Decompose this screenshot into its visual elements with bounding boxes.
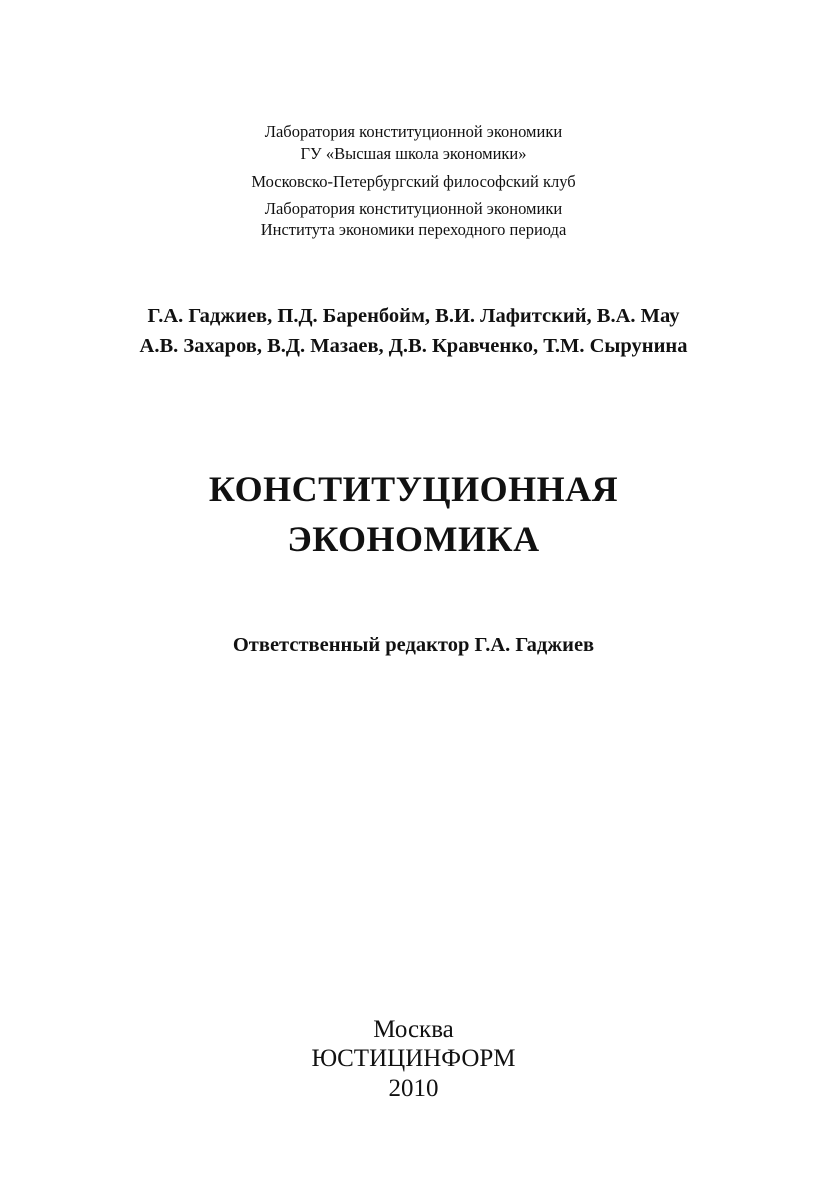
org-philosophy-club: Московско-Петербургский философский клуб (251, 172, 576, 191)
imprint-publisher: ЮСТИЦИНФОРМ (311, 1045, 516, 1072)
authors-line2: А.В. Захаров, В.Д. Мазаев, Д.В. Кравченко, Т.М. Сырунина (139, 335, 688, 357)
authors-line1: Г.А. Гаджиев, П.Д. Баренбойм, В.И. Лафитский, В.А. Мау (147, 305, 680, 327)
org-hse-lab-line1: Лаборатория конституционной экономики (264, 122, 563, 141)
org-iet-lab-line1: Лаборатория конституционной экономики (264, 199, 563, 218)
org-hse-lab-line2: ГУ «Высшая школа экономики» (300, 144, 527, 163)
imprint-year: 2010 (388, 1075, 439, 1102)
book-title-line2: ЭКОНОМИКА (287, 519, 540, 559)
responsible-editor: Ответственный редактор Г.А. Гаджиев (232, 634, 595, 656)
book-title-line1: КОНСТИТУЦИОННАЯ (208, 469, 619, 509)
org-iet-lab-line2: Института экономики переходного периода (260, 220, 567, 239)
imprint-city: Москва (373, 1016, 454, 1043)
